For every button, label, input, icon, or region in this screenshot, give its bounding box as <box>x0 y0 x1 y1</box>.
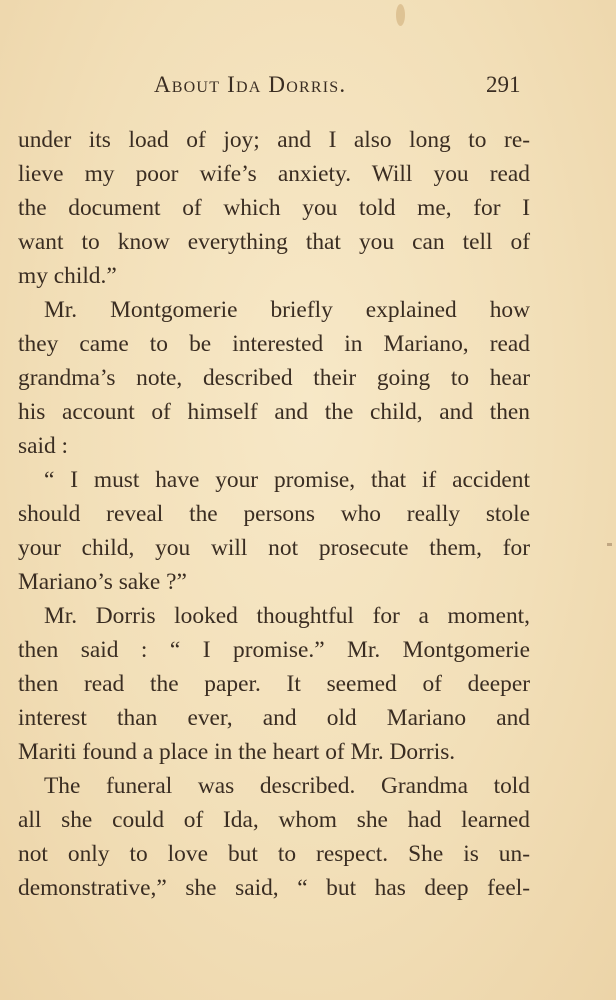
paper-stain <box>396 4 405 26</box>
text-line: The funeral was described. Grandma told <box>44 773 530 799</box>
running-head-title: About Ida Dorris. <box>154 72 347 97</box>
text-line: they came to be interested in Mariano, read <box>18 331 530 357</box>
text-line: said : <box>18 433 69 459</box>
text-line: interest than ever, and old Mariano and <box>18 705 530 731</box>
text-line: his account of himself and the child, and then <box>18 399 530 425</box>
text-line: “ I must have your promise, that if accident <box>44 467 530 493</box>
body-text <box>18 123 530 905</box>
text-line: should reveal the persons who really stole <box>18 501 530 527</box>
edge-mark <box>607 543 612 546</box>
text-line: your child, you will not prosecute them, for <box>18 535 530 561</box>
text-line: want to know everything that you can tell of <box>18 229 530 255</box>
text-line: all she could of Ida, whom she had learned <box>18 807 530 833</box>
text-line: grandma’s note, described their going to hear <box>18 365 530 391</box>
text-line: my child.” <box>18 263 117 289</box>
text-line: not only to love but to respect. She is un- <box>18 841 530 867</box>
running-head <box>0 72 616 104</box>
text-line: then said : “ I promise.” Mr. Montgomerie <box>18 637 530 663</box>
text-line: the document of which you told me, for I <box>18 195 530 221</box>
text-line: under its load of joy; and I also long to re- <box>18 127 530 153</box>
text-line: Mariano’s sake ?” <box>18 569 187 595</box>
text-line: then read the paper. It seemed of deeper <box>18 671 530 697</box>
text-line: Mariti found a place in the heart of Mr. Dorris. <box>18 739 456 765</box>
text-line: Mr. Dorris looked thoughtful for a moment, <box>44 603 530 629</box>
text-line: demonstrative,” she said, “ but has deep feel- <box>18 875 530 901</box>
text-line: lieve my poor wife’s anxiety. Will you read <box>18 161 530 187</box>
page-number: 291 <box>486 72 521 97</box>
text-line: Mr. Montgomerie briefly explained how <box>44 297 530 323</box>
